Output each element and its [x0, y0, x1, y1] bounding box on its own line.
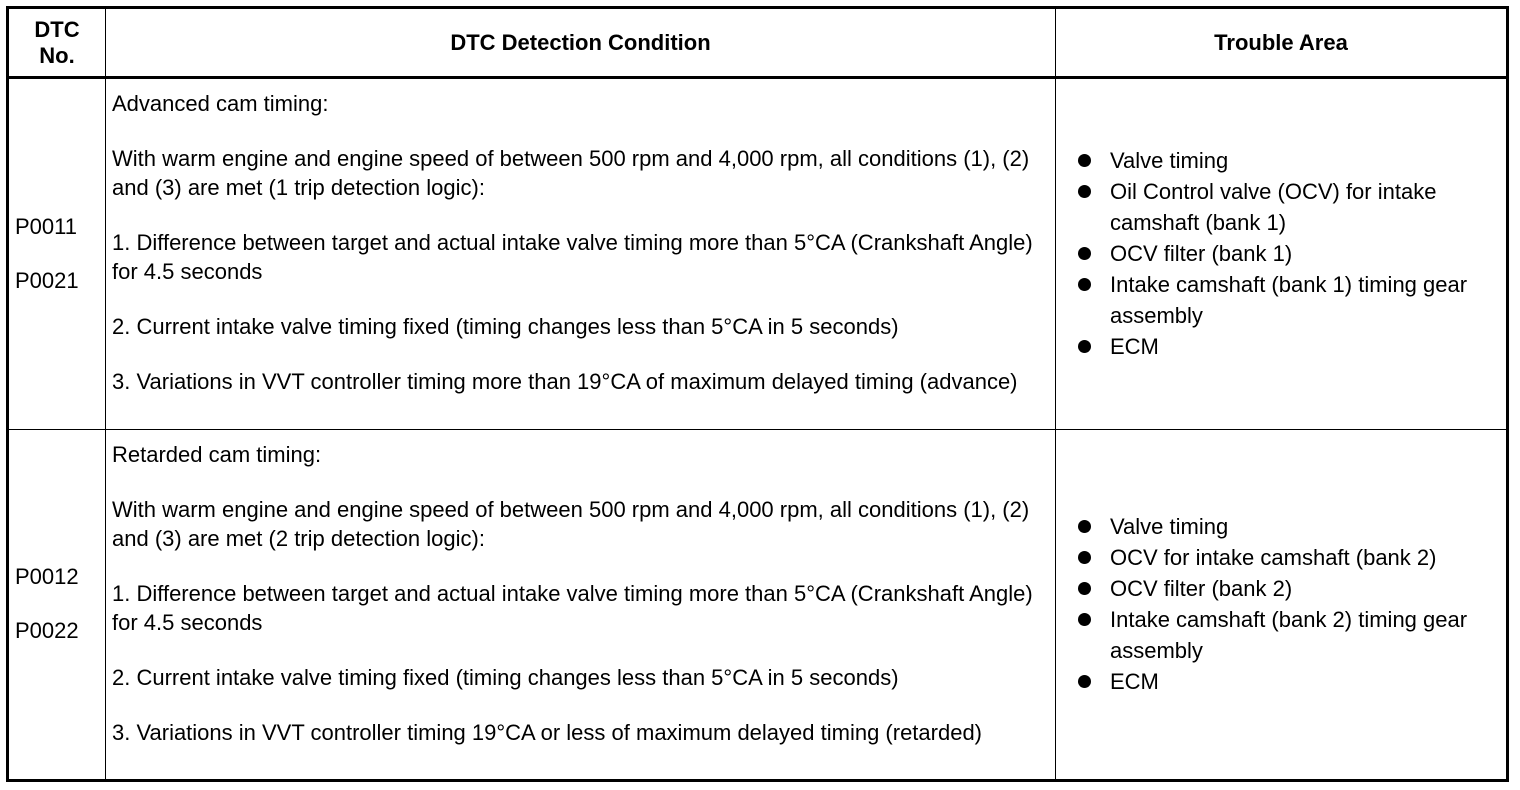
header-dtc-no-line2: No.	[39, 42, 75, 68]
trouble-area-text: OCV filter (bank 2)	[1110, 576, 1293, 602]
bullet-icon	[1078, 278, 1091, 291]
list-item	[1078, 573, 1500, 604]
trouble-area-text: ECM	[1110, 334, 1159, 360]
condition-text: With warm engine and engine speed of between 500 rpm and 4,000 rpm, all conditions (1), (2) and (3) are met (2 trip detection logic):	[112, 496, 1030, 551]
trouble-area-text: Valve timing	[1110, 514, 1229, 540]
dtc-code-cell	[8, 429, 106, 781]
table-header-row	[8, 8, 1508, 78]
header-trouble-area: Trouble Area	[1056, 8, 1508, 78]
bullet-icon	[1078, 247, 1091, 260]
trouble-area-cell	[1056, 429, 1508, 781]
bullet-icon	[1078, 582, 1091, 595]
condition-text: 3. Variations in VVT controller timing more than 19°CA of maximum delayed timing (advance)	[112, 369, 1018, 394]
list-item	[1078, 666, 1500, 697]
list-item	[1078, 604, 1500, 666]
dtc-code: P0012	[15, 564, 79, 590]
bullet-icon	[1078, 520, 1091, 533]
trouble-area-text: Valve timing	[1110, 148, 1229, 174]
list-item	[1078, 238, 1500, 269]
list-item	[1078, 176, 1500, 238]
header-dtc-no-line1: DTC	[34, 16, 80, 42]
trouble-area-text: Oil Control valve (OCV) for intake camshaft (bank 1)	[1110, 179, 1437, 236]
trouble-area-text: ECM	[1110, 669, 1159, 695]
detection-condition-cell	[106, 429, 1056, 781]
list-item	[1078, 145, 1500, 176]
condition-text: 2. Current intake valve timing fixed (timing changes less than 5°CA in 5 seconds)	[112, 664, 899, 690]
header-dtc-no	[8, 8, 106, 78]
trouble-area-text: OCV filter (bank 1)	[1110, 241, 1293, 267]
condition-heading: Retarded cam timing:	[112, 441, 322, 467]
table-row	[8, 78, 1508, 430]
bullet-icon	[1078, 675, 1091, 688]
condition-text: 1. Difference between target and actual intake valve timing more than 5°CA (Crankshaft Angle) for 4.5 seconds	[112, 580, 1033, 635]
dtc-code-cell	[8, 78, 106, 430]
condition-text: With warm engine and engine speed of between 500 rpm and 4,000 rpm, all conditions (1), (2) and (3) are met (1 trip detection logic):	[112, 146, 1030, 200]
bullet-icon	[1078, 185, 1091, 198]
trouble-area-text: OCV for intake camshaft (bank 2)	[1110, 545, 1437, 571]
condition-heading: Advanced cam timing:	[112, 91, 329, 116]
condition-text: 2. Current intake valve timing fixed (timing changes less than 5°CA in 5 seconds)	[112, 314, 899, 339]
bullet-icon	[1078, 154, 1091, 167]
list-item	[1078, 269, 1500, 331]
trouble-area-text: Intake camshaft (bank 2) timing gear assembly	[1110, 607, 1468, 664]
dtc-table	[6, 6, 1509, 782]
condition-text: 1. Difference between target and actual intake valve timing more than 5°CA (Crankshaft Angle) for 4.5 seconds	[112, 230, 1033, 284]
dtc-code: P0021	[15, 267, 79, 293]
bullet-icon	[1078, 340, 1091, 353]
dtc-code: P0022	[15, 618, 79, 644]
trouble-area-list	[1078, 145, 1500, 362]
header-condition: DTC Detection Condition	[106, 8, 1056, 78]
trouble-area-cell	[1056, 78, 1508, 430]
trouble-area-list	[1078, 511, 1500, 697]
dtc-code: P0011	[15, 213, 77, 239]
bullet-icon	[1078, 551, 1091, 564]
table-row	[8, 429, 1508, 781]
detection-condition-cell	[106, 78, 1056, 430]
list-item	[1078, 542, 1500, 573]
list-item	[1078, 331, 1500, 362]
list-item	[1078, 511, 1500, 542]
condition-text: 3. Variations in VVT controller timing 19°CA or less of maximum delayed timing (retarded)	[112, 719, 983, 745]
bullet-icon	[1078, 613, 1091, 626]
trouble-area-text: Intake camshaft (bank 1) timing gear assembly	[1110, 272, 1468, 329]
